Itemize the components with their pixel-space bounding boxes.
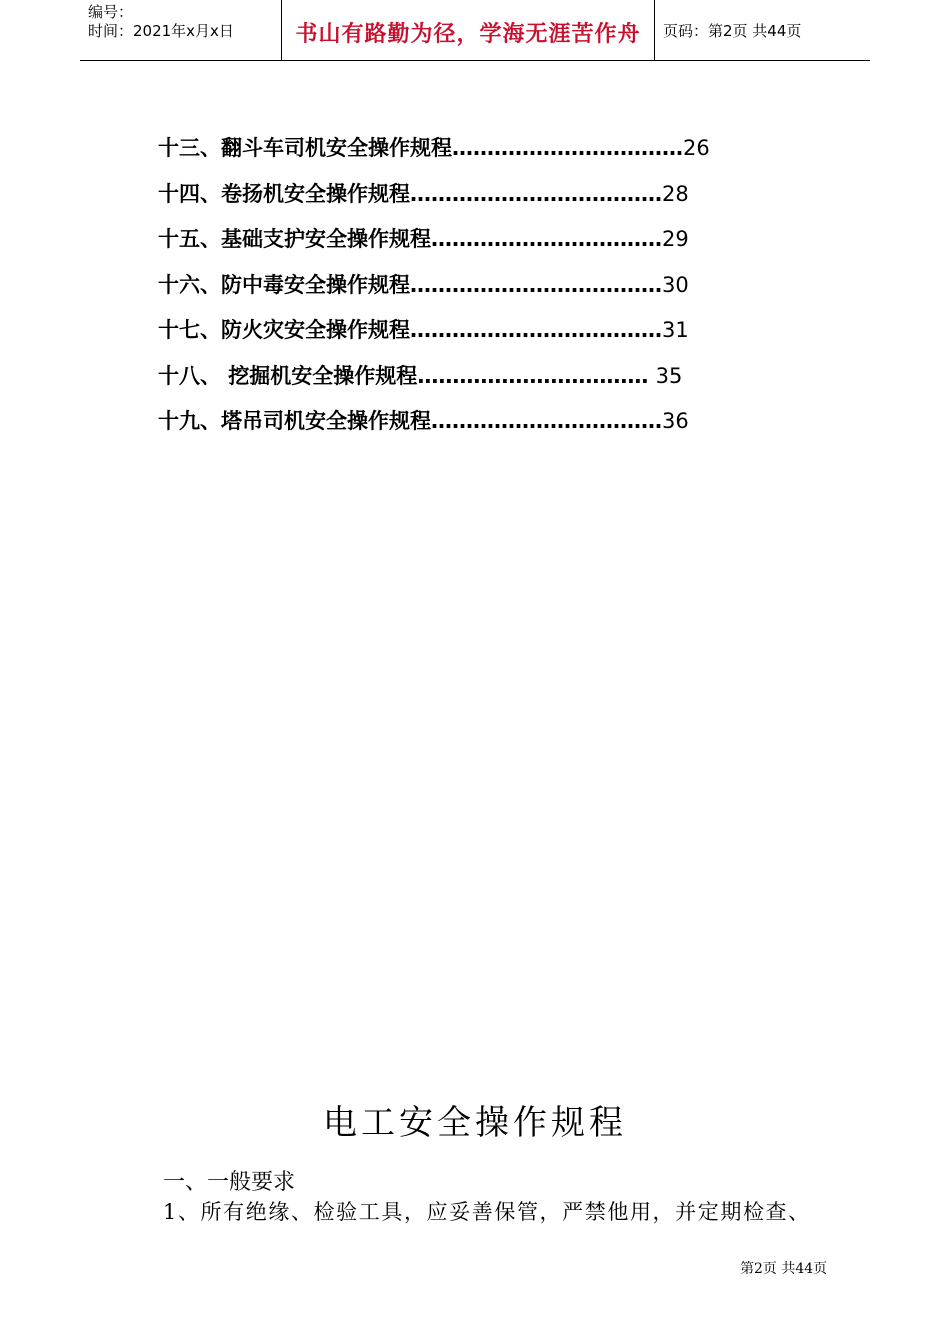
toc-entry-page: 35 <box>655 363 683 388</box>
toc-entry <box>158 360 758 406</box>
toc-entry-page: 36 <box>662 409 689 433</box>
toc-entry-title: 十三、翻斗车司机安全操作规程 <box>158 136 452 160</box>
toc-entry-title: 十六、防中毒安全操作规程 <box>158 272 410 297</box>
motto: 书山有路勤为径，学海无涯苦作舟 <box>295 22 641 47</box>
time-label: 时间：2021年x月x日 <box>88 22 234 40</box>
header-info-cell <box>80 0 282 60</box>
body-paragraph: 1、所有绝缘、检验工具，应妥善保管，严禁他用，并定期检查、 <box>163 1200 811 1224</box>
toc-entry-page: 30 <box>662 272 689 297</box>
toc-entry-title: 十八、 挖掘机安全操作规程 <box>158 363 418 388</box>
toc-entry-title: 十七、防火灾安全操作规程 <box>158 318 410 342</box>
toc-entry-page: 31 <box>662 318 689 342</box>
page-footer: 第2页 共44页 <box>740 1261 828 1277</box>
toc-entry-dots: ……………………………… <box>410 181 662 206</box>
toc-entry-page: 26 <box>683 136 710 160</box>
toc-entry-dots: …………………………… <box>431 409 662 433</box>
toc-entry-dots: …………………………… <box>452 136 683 160</box>
toc-entry-dots: …………………………… <box>417 363 656 388</box>
section-heading: 一、一般要求 <box>163 1170 296 1195</box>
toc-entry-title: 十四、卷扬机安全操作规程 <box>158 181 410 206</box>
toc-entry <box>158 314 758 360</box>
table-of-contents <box>158 132 758 451</box>
header-page-cell <box>655 0 870 60</box>
toc-entry <box>158 405 758 451</box>
toc-entry-title: 十五、基础支护安全操作规程 <box>158 227 431 251</box>
toc-entry-dots: ……………………………… <box>410 272 662 297</box>
toc-entry <box>158 223 758 269</box>
toc-entry-page: 28 <box>662 181 689 206</box>
document-title: 电工安全操作规程 <box>323 1103 627 1143</box>
toc-entry <box>158 269 758 315</box>
toc-entry-dots: ……………………………… <box>410 318 662 342</box>
toc-entry-dots: …………………………… <box>431 227 662 251</box>
number-label: 编号： <box>88 3 134 21</box>
toc-entry <box>158 178 758 224</box>
toc-entry-title: 十九、塔吊司机安全操作规程 <box>158 409 431 433</box>
header-motto-cell <box>282 0 655 60</box>
page-header <box>80 0 870 61</box>
header-page-label: 页码：第2页 共44页 <box>663 22 802 40</box>
toc-entry <box>158 132 758 178</box>
toc-entry-page: 29 <box>662 227 689 251</box>
